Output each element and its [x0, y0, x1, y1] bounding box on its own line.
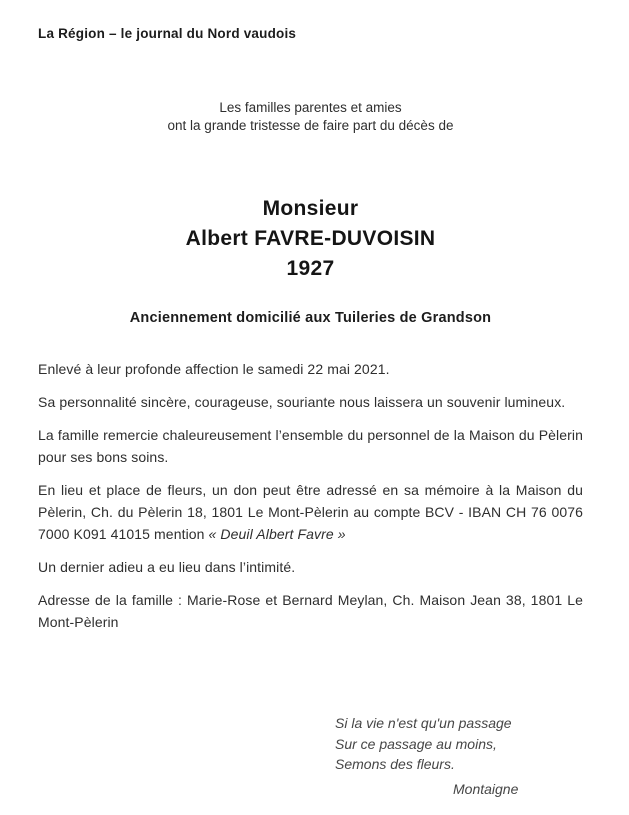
paragraph-passing-date: Enlevé à leur profonde affection le samedi 22 mai 2021. [38, 361, 390, 377]
donation-mention-italic: « Deuil Albert Favre » [208, 526, 346, 542]
deceased-birth-year: 1927 [286, 257, 335, 280]
paragraph-donation [38, 479, 583, 545]
paragraph-farewell: Un dernier adieu a eu lieu dans l’intimité. [38, 559, 296, 575]
former-residence-line: Anciennement domicilié aux Tuileries de Grandson [129, 310, 492, 326]
paragraph-personality: Sa personnalité sincère, courageuse, souriante nous laissera un souvenir lumineux. [38, 394, 566, 410]
deceased-honorific: Monsieur [262, 197, 359, 220]
publication-name: La Région – le journal du Nord vaudois [38, 26, 297, 41]
quote-line: Si la vie n'est qu'un passage [335, 715, 512, 731]
paragraph-family-address: Adresse de la famille : Marie-Rose et Bernard Meylan, Ch. Maison Jean 38, 1801 Le Mont-Pèlerin [38, 592, 583, 630]
announcement-body [38, 358, 583, 633]
deceased-name: Albert FAVRE-DUVOISIN [185, 227, 436, 250]
paragraph-thanks: La famille remercie chaleureusement l’ensemble du personnel de la Maison du Pèlerin pour ses bons soins. [38, 427, 583, 465]
deceased-title-block [38, 194, 583, 284]
quote-block [335, 713, 583, 799]
quote-line: Sur ce passage au moins, [335, 735, 497, 752]
intro-line-1: Les familles parentes et amies [219, 100, 402, 115]
quote-line: Semons des fleurs. [335, 756, 455, 772]
quote-attribution: Montaigne [453, 780, 519, 797]
intro-line-2: ont la grande tristesse de faire part du décès de [167, 118, 454, 133]
intro-block [38, 99, 583, 135]
donation-text: En lieu et place de fleurs, un don peut être adressé en sa mémoire à la Maison du Pèlerin, Ch. du Pèlerin 18, 1801 Le Mont-Pèlerin au compte BCV - IBAN CH 76 0076 7000 K091 41015 mention [38, 482, 583, 542]
